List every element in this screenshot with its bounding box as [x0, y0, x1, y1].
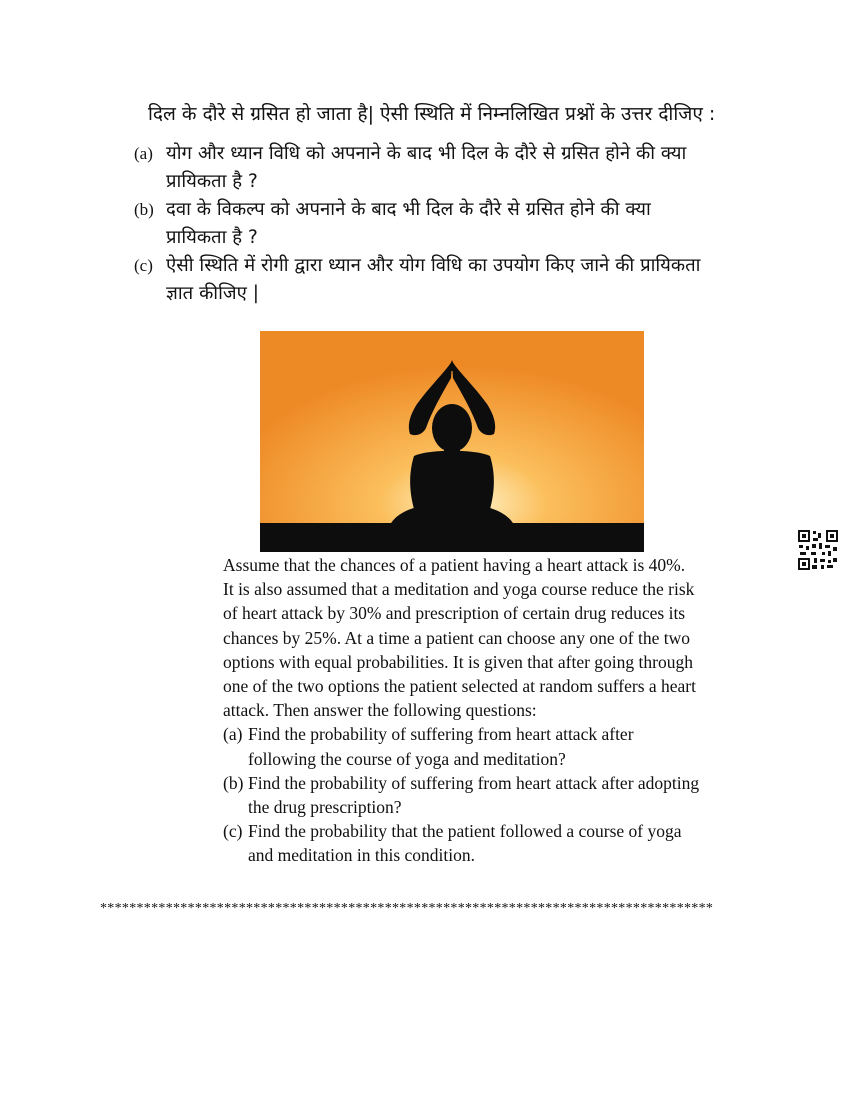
- question-label: (a): [223, 724, 243, 745]
- paragraph-line: of heart attack by 30% and prescription of certain drug reduces its: [223, 603, 686, 624]
- question-text-line: दवा के विकल्प को अपनाने के बाद भी दिल के दौरे से ग्रसित होने की क्या: [166, 199, 651, 220]
- hindi-question-c: [134, 252, 754, 308]
- question-label: (a): [134, 144, 153, 163]
- case-study-paragraph: [223, 553, 758, 722]
- paragraph-line: one of the two options the patient selected at random suffers a heart: [223, 676, 696, 697]
- question-text-line: प्रायिकता है ?: [166, 227, 258, 248]
- yoga-meditation-silhouette-icon: [260, 331, 644, 552]
- question-text-line: the drug prescription?: [248, 797, 402, 818]
- question-text-line: Find the probability of suffering from heart attack after: [248, 724, 634, 745]
- yoga-meditation-figure: [260, 331, 644, 552]
- question-label: (b): [134, 200, 154, 219]
- question-text-line: ऐसी स्थिति में रोगी द्वारा ध्यान और योग विधि का उपयोग किए जाने की प्रायिकता: [166, 255, 701, 276]
- question-label: (b): [223, 772, 244, 793]
- hindi-question-list: [134, 140, 754, 308]
- hindi-question-a: [134, 140, 754, 196]
- section-end-separator: ************************************************************************************: [100, 901, 714, 916]
- qr-code-icon: [798, 530, 838, 570]
- question-text-line: योग और ध्यान विधि को अपनाने के बाद भी दिल के दौरे से ग्रसित होने की क्या: [166, 143, 687, 164]
- question-label: (c): [223, 821, 243, 842]
- question-text-line: Find the probability of suffering from heart attack after adopting: [248, 772, 700, 793]
- paragraph-line: options with equal probabilities. It is given that after going through: [223, 651, 693, 672]
- hindi-intro-line: दिल के दौरे से ग्रसित हो जाता है| ऐसी स्थिति में निम्नलिखित प्रश्नों के उत्तर दीजिए :: [148, 103, 716, 125]
- question-label: (c): [134, 256, 153, 275]
- paragraph-line: It is also assumed that a meditation and yoga course reduce the risk: [223, 579, 695, 600]
- english-question-block: [223, 553, 758, 868]
- english-question-a: [223, 722, 758, 770]
- ground-strip: [260, 523, 644, 552]
- paragraph-line: attack. Then answer the following questions:: [223, 700, 537, 721]
- paragraph-line: Assume that the chances of a patient having a heart attack is 40%.: [223, 555, 686, 575]
- question-text-line: ज्ञात कीजिए |: [166, 283, 259, 304]
- question-text-line: following the course of yoga and meditation?: [248, 748, 566, 769]
- question-text-line: and meditation in this condition.: [248, 845, 475, 866]
- paragraph-line: chances by 25%. At a time a patient can choose any one of the two: [223, 627, 690, 648]
- english-question-b: [223, 771, 758, 819]
- hindi-question-b: [134, 196, 754, 252]
- question-text-line: प्रायिकता है ?: [166, 171, 258, 192]
- question-text-line: Find the probability that the patient followed a course of yoga: [248, 821, 682, 842]
- english-question-c: [223, 819, 758, 867]
